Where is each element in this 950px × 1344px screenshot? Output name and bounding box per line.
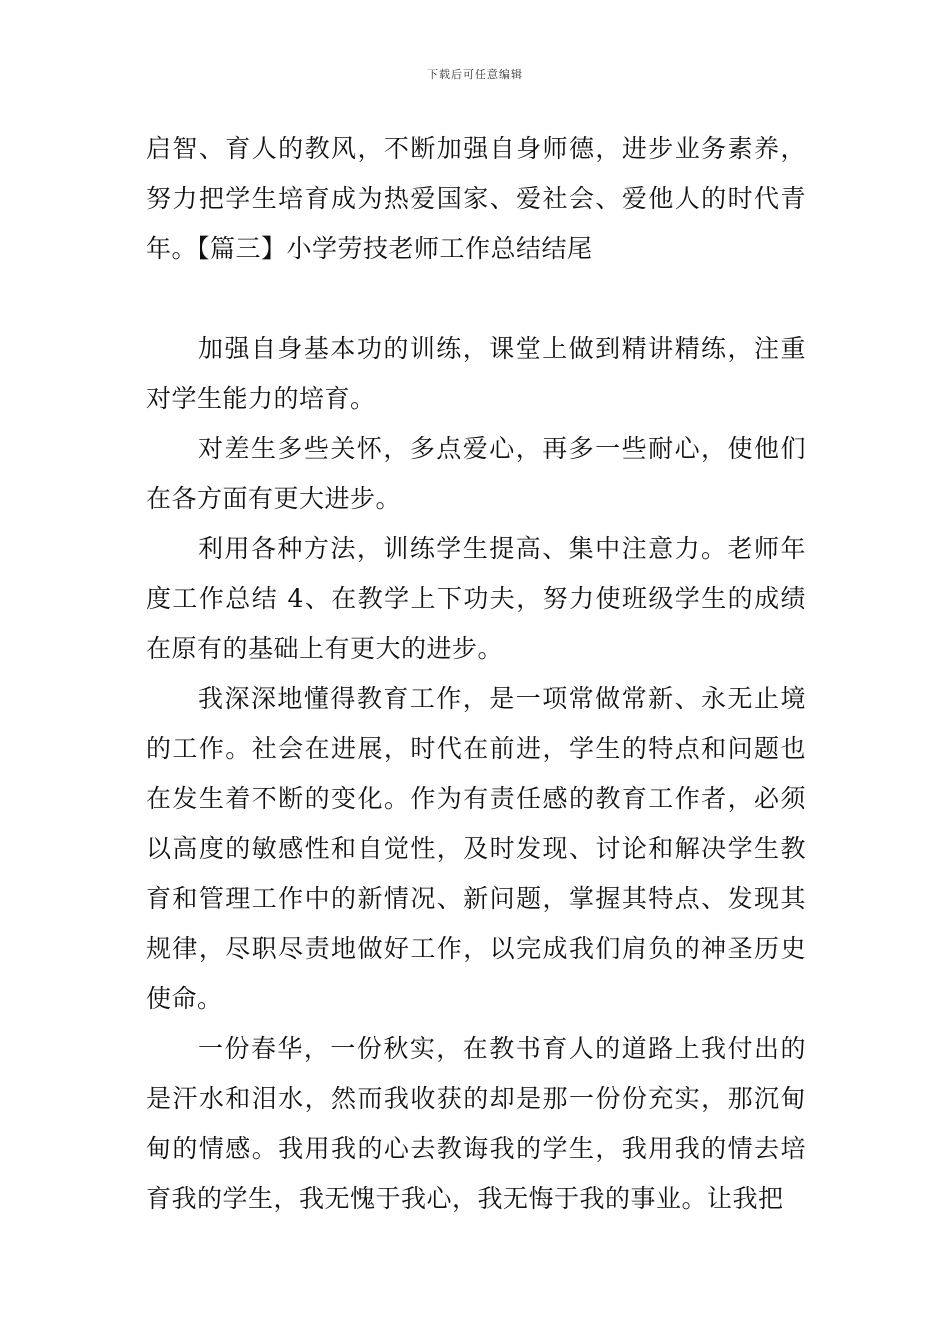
paragraph-4: 我深深地懂得教育工作，是一项常做常新、永无止境的工作。社会在进展，时代在前进，学生的特点和问题也在发生着不断的变化。作为有责任感的教育工作者，必须以高度的敏感性和自觉性，及时发现、讨论和解决学生教育和管理工作中的新情况、新问题，掌握其特点、发现其规律，尽职尽责地做好工作，以完成我们肩负的神圣历史使命。: [146, 684, 806, 1013]
paragraph-1: 加强自身基本功的训练，课堂上做到精讲精练，注重对学生能力的培育。: [146, 334, 806, 413]
continuation-paragraph: 启智、育人的教风，不断加强自身师德，进步业务素养，努力把学生培育成为热爱国家、爱社会、爱他人的时代青年。【篇三】小学劳技老师工作总结结尾: [146, 134, 806, 263]
document-body: [146, 124, 806, 1224]
section-spacer: [146, 274, 806, 324]
page-header-note: 下载后可任意编辑: [427, 68, 523, 81]
paragraph-2: 对差生多些关怀，多点爱心，再多一些耐心，使他们在各方面有更大进步。: [146, 434, 806, 513]
paragraph-3: 利用各种方法，训练学生提高、集中注意力。老师年度工作总结 4、在教学上下功夫，努力使班级学生的成绩在原有的基础上有更大的进步。: [146, 534, 806, 663]
paragraph-5: 一份春华，一份秋实，在教书育人的道路上我付出的是汗水和泪水，然而我收获的却是那一份份充实，那沉甸甸的情感。我用我的心去教诲我的学生，我用我的情去培育我的学生，我无愧于我心，我无悔于我的事业。让我把: [146, 1034, 806, 1213]
